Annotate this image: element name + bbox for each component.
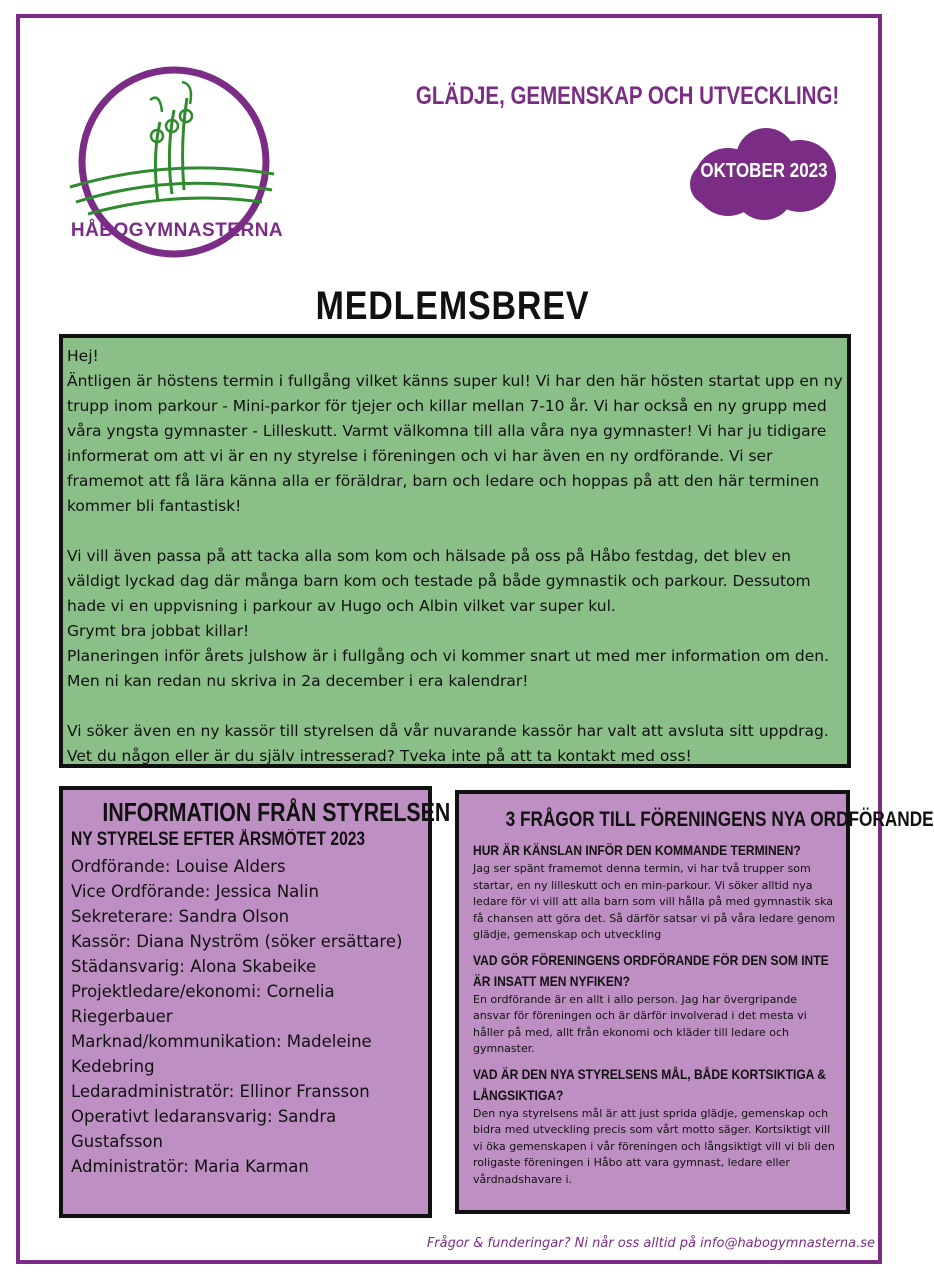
board-heading: INFORMATION FRÅN STYRELSEN (102, 797, 451, 827)
logo-text: HÅBOGYMNASTERNA (70, 220, 284, 241)
board-member: Ledaradministratör: Ellinor Fransson (71, 1082, 370, 1101)
board-subheading: NY STYRELSE EFTER ÅRSMÖTET 2023 (71, 829, 366, 850)
interview-answer: Den nya styrelsens mål är att just sprida glädje, gemenskap och bidra med utveckling precis som vårt motto säger. Kortsiktigt vill vi öka gemenskapen i vår föreningen och långsiktigt vill vi bli den roligaste föreningen i Håbo att vara gymnast, ledare eller vårdnadshavare i. (473, 1106, 835, 1186)
interview-question: VAD ÄR DEN NYA STYRELSENS MÅL, BÅDE KORTSIKTIGA & LÅNGSIKTIGA? (473, 1065, 826, 1103)
interview-box (455, 790, 934, 1214)
interview-item (473, 840, 836, 944)
letter-paragraph: Vi söker även en ny kassör till styrelsen då vår nuvarande kassör har valt att avsluta sitt uppdrag. Vet du någon eller är du själv intresserad? Tveka inte på att ta kontakt med oss! (67, 722, 829, 765)
interview-heading: 3 FRÅGOR TILL FÖRENINGENS NYA ORDFÖRANDE (505, 808, 934, 831)
slogan: GLÄDJE, GEMENSKAP OCH UTVECKLING! (415, 82, 839, 110)
interview-item (473, 950, 836, 1058)
board-member: Städansvarig: Alona Skabeike (71, 957, 317, 976)
board-member: Ordförande: Louise Alders (71, 857, 286, 876)
contact-footer: Frågor & funderingar? Ni når oss alltid på info@habogymnasterna.se (426, 1236, 875, 1251)
board-member: Kassör: Diana Nyström (söker ersättare) (71, 932, 403, 951)
interview-question: HUR ÄR KÄNSLAN INFÖR DEN KOMMANDE TERMINEN? (473, 842, 801, 858)
interview-question: VAD GÖR FÖRENINGENS ORDFÖRANDE FÖR DEN SOM INTE ÄR INSATT MEN NYFIKEN? (473, 951, 829, 989)
interview-answer: En ordförande är en allt i allo person. Jag har övergripande ansvar för föreningen och är därför involverad i det mesta vi håller på med, allt från ekonomi och kläder till ledare och gymnaster. (473, 992, 807, 1055)
date-badge (688, 124, 840, 222)
board-member: Projektledare/ekonomi: Cornelia Riegerbauer (71, 982, 335, 1026)
letter-paragraph: Hej! Äntligen är höstens termin i fullgång vilket känns super kul! Vi har den här hösten startat upp en ny trupp inom parkour - Mini-parkor för tjejer och killar mellan 7-10 år. Vi har också en ny grupp med våra yngsta gymnaster - Lilleskutt. Varmt välkomna till alla våra nya gymnaster! Vi har ju tidigare informerat om att vi är en ny styrelse i föreningen och vi har även en ny ordförande. Vi ser framemot att få lära känna alla er föräldrar, barn och ledare och hoppas på att den här terminen kommer bli fantastisk! (67, 347, 843, 515)
board-info-box (59, 786, 451, 1218)
board-member-list (71, 854, 420, 1179)
interview-item (473, 1064, 836, 1189)
board-member: Sekreterare: Sandra Olson (71, 907, 290, 926)
letter-box (59, 334, 851, 768)
board-member: Marknad/kommunikation: Madeleine Kedebring (71, 1032, 372, 1076)
club-logo (62, 62, 292, 272)
board-member: Vice Ordförande: Jessica Nalin (71, 882, 319, 901)
board-member: Administratör: Maria Karman (71, 1157, 309, 1176)
date-text: OKTOBER 2023 (700, 160, 828, 182)
letter-paragraph: Vi vill även passa på att tacka alla som kom och hälsade på oss på Håbo festdag, det blev en väldigt lyckad dag där många barn kom och testade på både gymnastik och parkour. Dessutom hade vi en uppvisning i parkour av Hugo och Albin vilket var super kul. Grymt bra jobbat killar! Planeringen inför årets julshow är i fullgång och vi kommer snart ut med mer information om den. Men ni kan redan nu skriva in 2a december i era kalendrar! (67, 547, 829, 690)
board-member: Operativt ledaransvarig: Sandra Gustafsson (71, 1107, 337, 1151)
interview-answer: Jag ser spänt framemot denna termin, vi har två trupper som startar, en ny lilleskutt och en min-parkour. Vi söker alltid nya ledare för vi vill att alla barn som vill hålla på med gymnastik ska få chansen att göra det. Så därför satsar vi på våra ledare genom glädje, gemenskap och utveckling (473, 862, 836, 941)
page-title: MEDLEMSBREV (315, 284, 590, 328)
